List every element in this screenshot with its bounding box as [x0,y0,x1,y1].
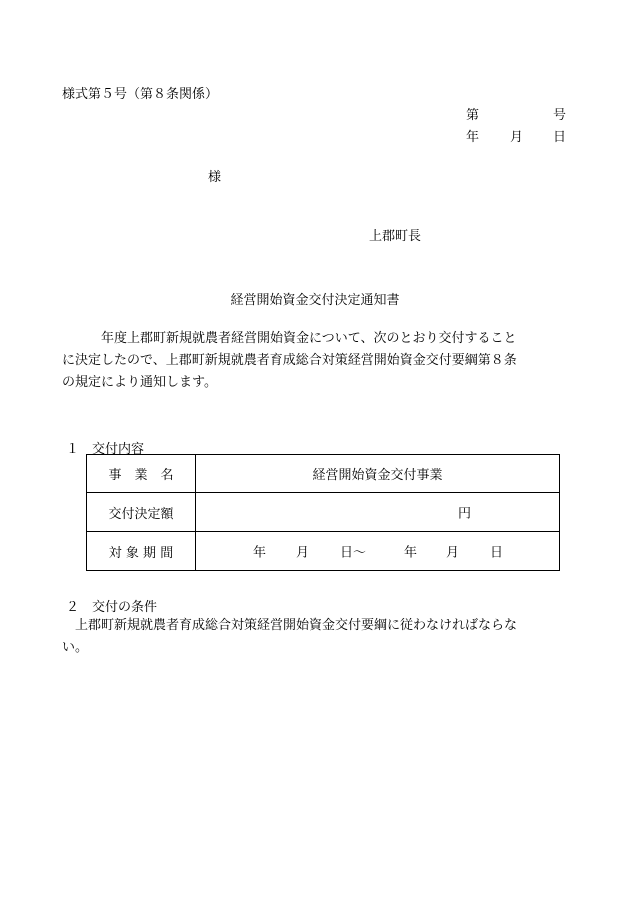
yen-unit: 円 [458,506,472,522]
body-paragraph [62,328,570,394]
recipient: 様 [208,170,222,185]
date-year: 年 [466,130,480,145]
sender: 上郡町長 [369,229,422,244]
period-start-day: 日～ [340,545,367,561]
project-name-label: 事 業 名 [87,455,196,493]
grant-amount-label: 交付決定額 [87,493,196,532]
project-name-value: 経営開始資金交付事業 [196,455,560,493]
target-period-value [196,532,560,571]
date-day: 日 [553,130,567,145]
period-end-month: 月 [446,545,460,561]
period-end-day: 日 [490,545,504,561]
table-row [87,493,560,532]
doc-number-suffix: 号 [553,108,567,123]
target-period-label: 対 象 期 間 [87,532,196,571]
grant-content-table [86,454,560,571]
conditions-line: 上郡町新規就農者育成総合対策経営開始資金交付要綱に従わなければならな [75,618,518,633]
body-line: に決定したので、上郡町新規就農者育成総合対策経営開始資金交付要綱第８条 [62,353,517,368]
period-start-year: 年 [253,545,267,561]
date-month: 月 [510,130,524,145]
document-title: 経営開始資金交付決定通知書 [230,293,400,308]
period-end-year: 年 [404,545,418,561]
conditions-line: い。 [62,640,89,655]
conditions-paragraph [62,615,570,659]
body-line: 年度上郡町新規就農者経営開始資金について、次のとおり交付すること [101,331,517,346]
doc-number-prefix: 第 [466,108,480,123]
period-start-month: 月 [296,545,310,561]
grant-amount-value [196,493,560,532]
table-row [87,532,560,571]
table-row [87,455,560,493]
form-number: 様式第５号（第８条関係） [62,87,219,102]
section-heading-content: １ 交付内容 [66,442,145,457]
section-heading-conditions: ２ 交付の条件 [66,600,158,615]
body-line: の規定により通知します。 [62,375,217,390]
